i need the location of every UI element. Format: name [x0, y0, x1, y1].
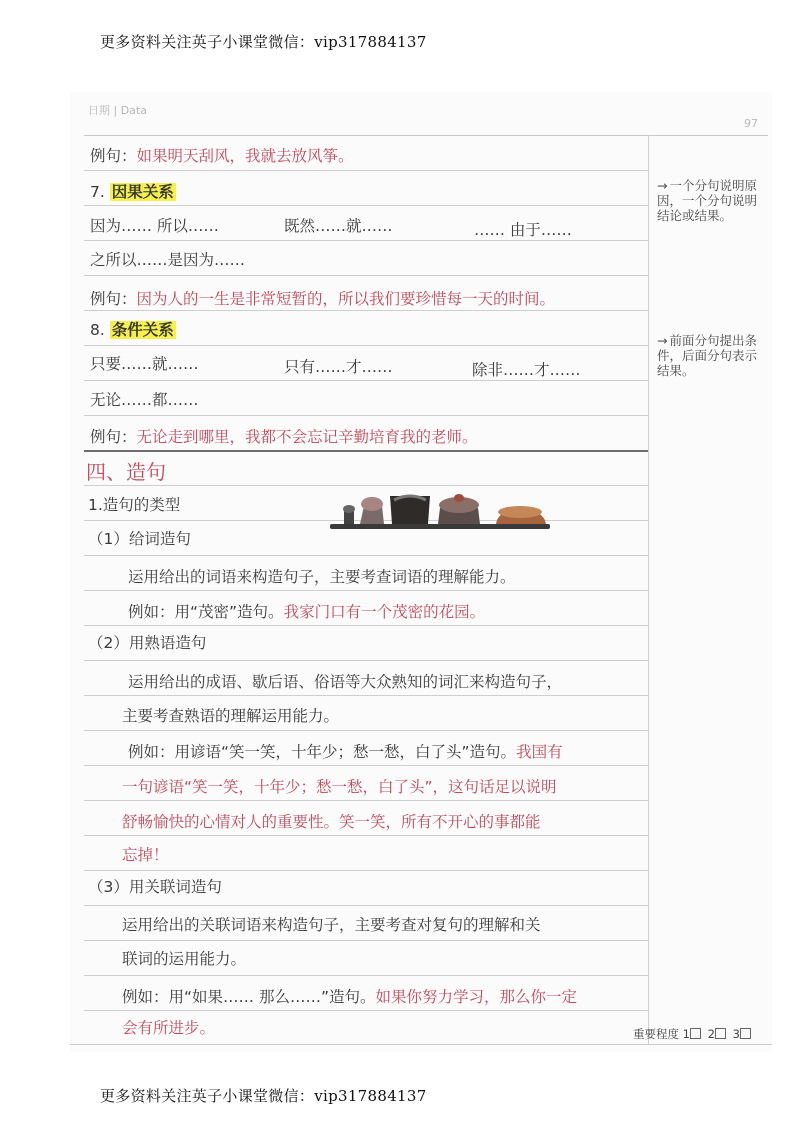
ruled-line — [84, 345, 648, 346]
example-sentence: 例如：用谚语“笑一笑，十年少；愁一愁，白了头”造句。我国有 — [128, 743, 563, 761]
section-title: 四、造句 — [86, 460, 166, 484]
subheading: 1.造句的类型 — [88, 496, 181, 514]
checkbox-icon — [690, 1028, 701, 1039]
example-sentence: 例如：用“如果…… 那么……”造句。如果你努力学习，那么你一定 — [122, 988, 578, 1006]
ruled-line — [84, 1010, 648, 1011]
watermark-bottom: 更多资料关注英子小课堂微信：vip317884137 — [100, 1087, 427, 1105]
conjunction-pair: 之所以……是因为…… — [90, 251, 246, 269]
ruled-line — [84, 205, 648, 206]
heading-condition: 8. 条件关系 — [90, 321, 174, 339]
ruled-line — [84, 240, 648, 241]
ruled-line — [84, 835, 648, 836]
example-sentence: 例句：因为人的一生是非常短暂的，所以我们要珍惜每一天的时间。 — [90, 290, 556, 308]
ruled-line — [84, 695, 648, 696]
header-rule — [84, 135, 768, 136]
page-number: 97 — [744, 117, 758, 130]
ruled-line — [84, 485, 648, 486]
watermark-top: 更多资料关注英子小课堂微信：vip317884137 — [100, 33, 427, 51]
ruled-line — [84, 625, 648, 626]
heading-cause-effect: 7. 因果关系 — [90, 183, 174, 201]
type-description: 运用给出的关联词语来构造句子，主要考查对复句的理解和关 — [122, 916, 541, 934]
ruled-line — [84, 310, 648, 311]
conjunction-pair: 除非……才…… — [472, 361, 581, 379]
ruled-line — [84, 170, 648, 171]
ruled-line — [84, 415, 648, 416]
ruled-line — [84, 660, 648, 661]
ruled-line — [84, 730, 648, 731]
section-divider — [84, 450, 648, 452]
side-note-condition: → 前面分句提出条件，后面分句表示结果。 — [657, 333, 758, 378]
ruled-line — [84, 380, 648, 381]
type-description: 运用给出的词语来构造句子，主要考查词语的理解能力。 — [128, 568, 516, 586]
conjunction-pair: …… 由于…… — [474, 221, 572, 239]
ruled-line — [84, 555, 648, 556]
example-sentence: 例句：无论走到哪里，我都不会忘记辛勤培育我的老师。 — [90, 428, 478, 446]
conjunction-pair: 只要……就…… — [90, 355, 199, 373]
arrow-right-icon: → — [657, 178, 668, 193]
type-description: 主要考查熟语的理解运用能力。 — [122, 707, 340, 725]
type-heading: （3）用关联词造句 — [88, 878, 222, 896]
conjunction-pair: 既然……就…… — [284, 217, 393, 235]
arrow-right-icon: → — [657, 333, 668, 348]
ruled-line — [84, 275, 648, 276]
type-heading: （2）用熟语造句 — [88, 634, 207, 652]
ruled-line — [84, 590, 648, 591]
importance-rating: 重要程度 1 2 3 — [633, 1026, 754, 1042]
conjunction-pair: 只有……才…… — [284, 358, 393, 376]
example-continuation: 一句谚语“笑一笑，十年少；愁一愁，白了头”，这句话足以说明 — [122, 778, 557, 796]
example-sentence: 例句：如果明天刮风，我就去放风筝。 — [90, 147, 354, 165]
ruled-line — [84, 905, 648, 906]
type-description: 联词的运用能力。 — [122, 950, 247, 968]
side-column-divider — [648, 135, 649, 1045]
ruled-line — [84, 800, 648, 801]
date-label: 日期 | Data — [88, 104, 147, 117]
type-description: 运用给出的成语、歇后语、俗语等大众熟知的词汇来构造句子， — [128, 673, 563, 691]
footer-rule — [70, 1044, 772, 1045]
conjunction-pair: 无论……都…… — [90, 391, 199, 409]
ruled-line — [84, 975, 648, 976]
tray-shelf — [330, 524, 550, 529]
checkbox-icon — [740, 1028, 751, 1039]
example-sentence: 例如：用“茂密”造句。我家门口有一个茂密的花园。 — [128, 603, 486, 621]
ruled-line — [84, 765, 648, 766]
side-note-cause: → 一个分句说明原因，一个分句说明结论或结果。 — [657, 178, 758, 223]
pastry-illustration — [330, 490, 562, 532]
type-heading: （1）给词造句 — [88, 530, 191, 548]
example-continuation: 会有所进步。 — [122, 1019, 216, 1037]
ruled-line — [84, 940, 648, 941]
checkbox-icon — [715, 1028, 726, 1039]
example-continuation: 忘掉！ — [122, 846, 169, 864]
example-continuation: 舒畅愉快的心情对人的重要性。笑一笑，所有不开心的事都能 — [122, 813, 541, 831]
ruled-line — [84, 870, 648, 871]
conjunction-pair: 因为…… 所以…… — [90, 217, 219, 235]
